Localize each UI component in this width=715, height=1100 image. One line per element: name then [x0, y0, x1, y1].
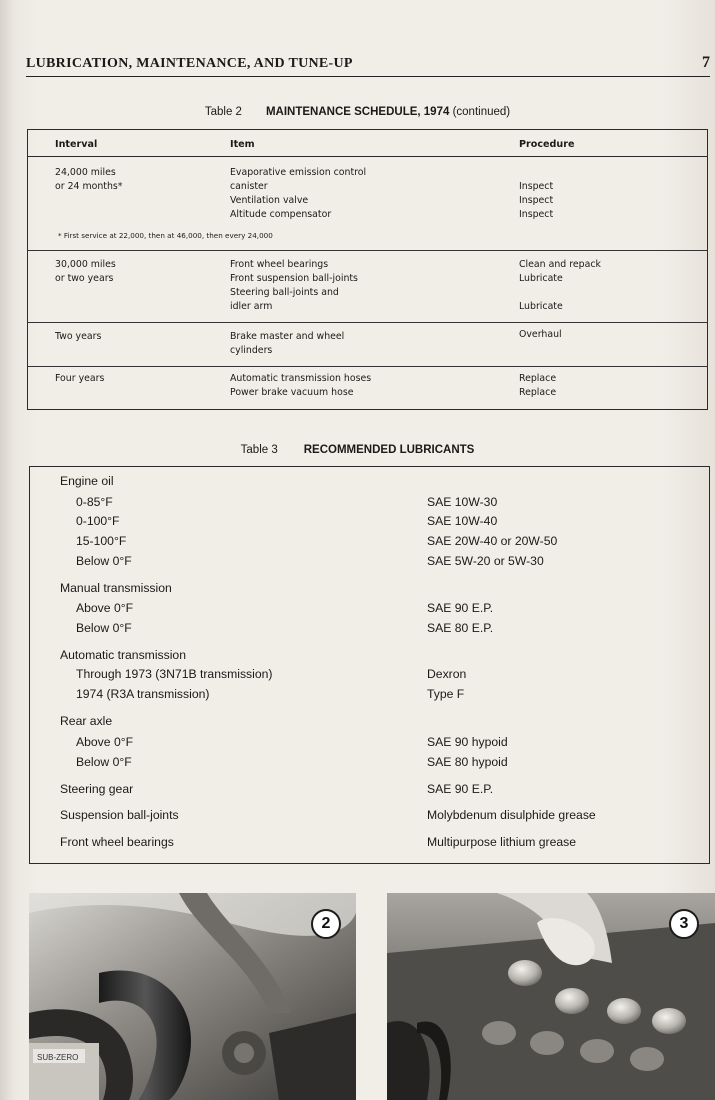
- column-header-interval: Interval: [55, 139, 98, 150]
- table-row: [30, 735, 709, 753]
- lubricant-label: Below 0°F: [76, 554, 132, 568]
- lubricant-label: Automatic transmission: [60, 648, 186, 662]
- table-row: [30, 808, 709, 826]
- lubricant-label: 0-100°F: [76, 514, 120, 528]
- lubricant-value: Molybdenum disulphide grease: [427, 808, 596, 822]
- procedure-cell: Inspect Inspect Inspect: [519, 181, 554, 220]
- item-cell: Automatic transmission hoses Power brake vacuum hose: [230, 373, 372, 398]
- table-row: [28, 322, 707, 367]
- lubricant-value: SAE 90 E.P.: [427, 782, 494, 796]
- procedure-cell: Clean and repack Lubricate Lubricate: [519, 259, 601, 312]
- lubricant-label: Manual transmission: [60, 581, 172, 595]
- table-row: [28, 366, 707, 408]
- running-header: [26, 54, 710, 77]
- table-row: [30, 667, 709, 685]
- lubricant-label: 15-100°F: [76, 534, 127, 548]
- lubricant-label: Engine oil: [60, 474, 114, 488]
- lubricant-value: Dexron: [427, 667, 467, 681]
- figure-2-photo: [29, 893, 356, 1100]
- table-row: [28, 156, 707, 251]
- table3-caption: [0, 444, 715, 456]
- lubricant-label: 1974 (R3A transmission): [76, 687, 210, 701]
- lubricant-value: SAE 90 hypoid: [427, 735, 508, 749]
- lubricant-label: Above 0°F: [76, 601, 134, 615]
- lubricant-value: Multipurpose lithium grease: [427, 835, 577, 849]
- chapter-title: LUBRICATION, MAINTENANCE, AND TUNE-UP: [26, 56, 353, 71]
- table-row: [28, 250, 707, 323]
- lubricant-value: SAE 90 E.P.: [427, 601, 494, 615]
- lubricant-value: SAE 5W-20 or 5W-30: [427, 554, 544, 568]
- table-row: [30, 755, 709, 773]
- lubricant-label: Front wheel bearings: [60, 835, 174, 849]
- figure-3-photo: [387, 893, 715, 1100]
- column-header-item: Item: [230, 139, 255, 150]
- table-row: [30, 714, 709, 732]
- lubricant-label: Through 1973 (3N71B transmission): [76, 667, 273, 681]
- table-row: [30, 601, 709, 619]
- table-row: [30, 581, 709, 599]
- interval-cell: 30,000 miles or two years: [55, 259, 116, 284]
- lubricant-label: Suspension ball-joints: [60, 808, 179, 822]
- table-row: [30, 835, 709, 853]
- lubricant-label: Below 0°F: [76, 621, 132, 635]
- table-row: [30, 554, 709, 572]
- footnote: * First service at 22,000, then at 46,000, then every 24,000: [58, 231, 273, 240]
- lubricant-value: SAE 80 E.P.: [427, 621, 494, 635]
- table-row: [30, 621, 709, 639]
- column-header-procedure: Procedure: [519, 139, 575, 150]
- interval-cell: 24,000 miles or 24 months*: [55, 167, 123, 192]
- battery-photo-illustration: [387, 893, 715, 1100]
- lubricant-value: SAE 20W-40 or 20W-50: [427, 534, 558, 548]
- item-cell: Front wheel bearings Front suspension ball-joints Steering ball-joints and idler arm: [230, 259, 358, 312]
- table2-header-row: [28, 130, 707, 157]
- lubricant-value: SAE 80 hypoid: [427, 755, 508, 769]
- table2-caption: [0, 106, 715, 118]
- interval-cell: Two years: [55, 331, 102, 342]
- table-row: [30, 534, 709, 552]
- procedure-cell: Overhaul: [519, 329, 562, 340]
- sub-zero-label: SUB-ZERO: [37, 1053, 79, 1062]
- table-row: [30, 782, 709, 800]
- lubricant-value: Type F: [427, 687, 465, 701]
- lubricant-value: SAE 10W-30: [427, 495, 498, 509]
- lubricant-label: Steering gear: [60, 782, 134, 796]
- lubricant-value: SAE 10W-40: [427, 514, 498, 528]
- maintenance-schedule-table: [27, 129, 708, 410]
- table3-number: Table 3: [240, 444, 278, 456]
- item-cell: Brake master and wheel cylinders: [230, 331, 345, 356]
- procedure-cell: Replace Replace: [519, 373, 557, 398]
- recommended-lubricants-table: [29, 466, 710, 864]
- table2-number: Table 2: [204, 106, 242, 118]
- table2-title: MAINTENANCE SCHEDULE, 1974: [265, 106, 450, 118]
- page-number: 7: [702, 54, 710, 71]
- engine-photo-illustration: [29, 893, 356, 1100]
- item-cell: Evaporative emission control canister Ventilation valve Altitude compensator: [230, 167, 367, 220]
- table-row: [30, 495, 709, 513]
- figure-2-number-badge: 2: [311, 909, 341, 939]
- table-row: [30, 648, 709, 666]
- table3-title: RECOMMENDED LUBRICANTS: [303, 444, 475, 456]
- lubricant-label: Above 0°F: [76, 735, 134, 749]
- lubricant-label: 0-85°F: [76, 495, 113, 509]
- table-row: [30, 687, 709, 705]
- table-row: [30, 474, 709, 492]
- lubricant-label: Below 0°F: [76, 755, 132, 769]
- figure-3-number-badge: 3: [669, 909, 699, 939]
- table-row: [30, 514, 709, 532]
- interval-cell: Four years: [55, 373, 105, 384]
- table2-suffix: (continued): [452, 106, 511, 118]
- lubricant-label: Rear axle: [60, 714, 113, 728]
